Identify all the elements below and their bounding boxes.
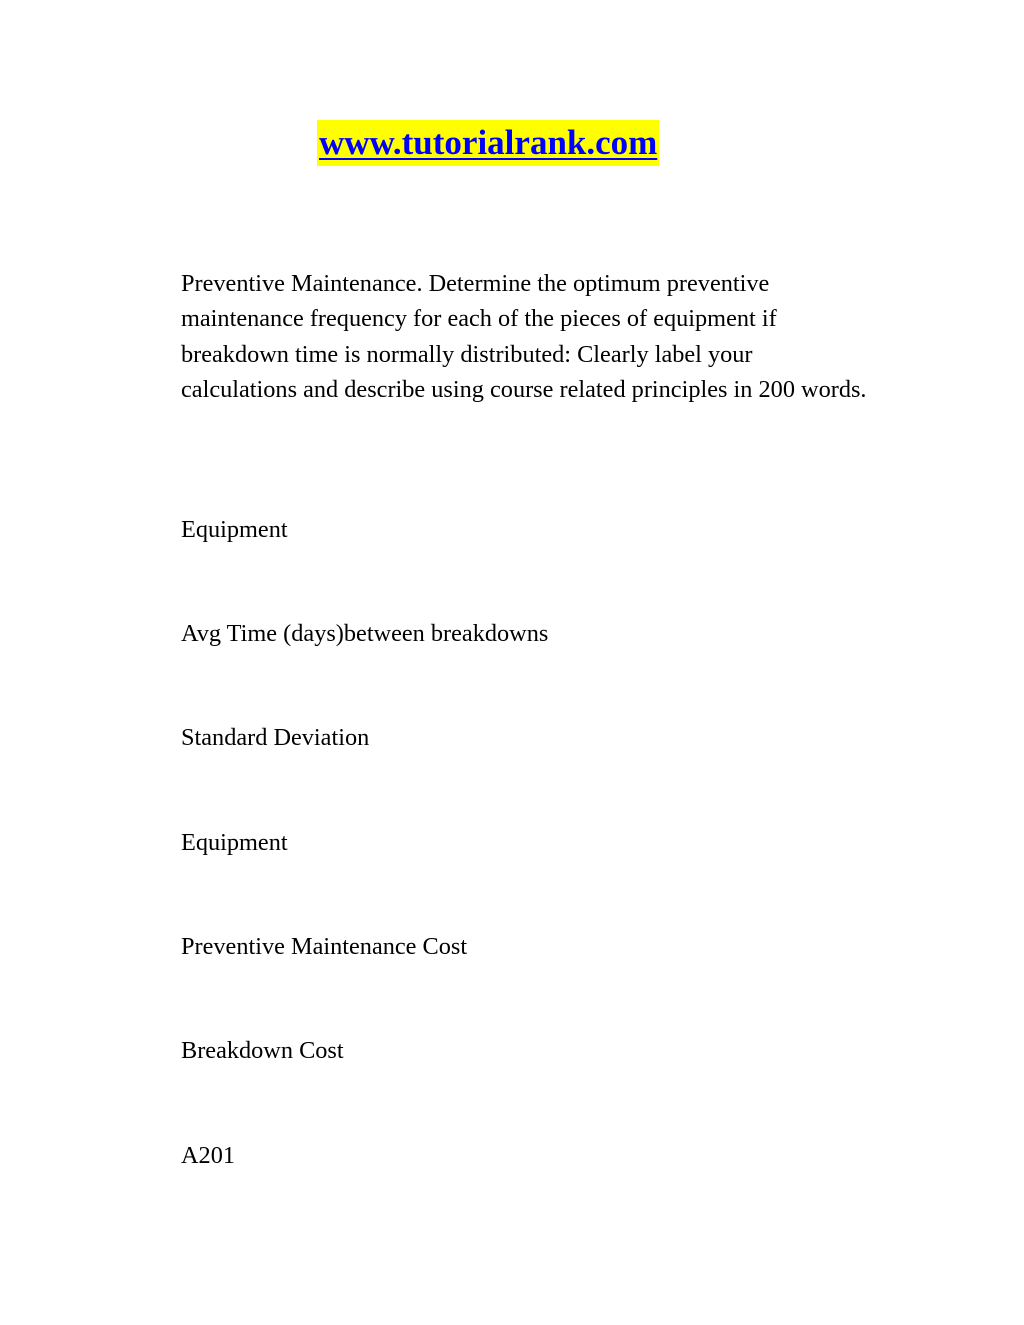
label-breakdown-cost: Breakdown Cost <box>181 1037 344 1064</box>
label-avg-time-between-breakdowns: Avg Time (days)between breakdowns <box>181 620 549 647</box>
label-preventive-maintenance-cost: Preventive Maintenance Cost <box>181 933 468 960</box>
label-equipment: Equipment <box>181 516 288 543</box>
tutorialrank-link[interactable]: www.tutorialrank.com <box>317 120 659 166</box>
label-a201: A201 <box>181 1142 235 1169</box>
label-standard-deviation: Standard Deviation <box>181 724 370 751</box>
label-equipment-2: Equipment <box>181 829 288 856</box>
intro-paragraph: Preventive Maintenance. Determine the optimum preventive maintenance frequency for each of the pieces of equipment if breakdown time is normally distributed: Clearly label your calculations and describe using course related principles in 200 words. <box>181 270 867 403</box>
